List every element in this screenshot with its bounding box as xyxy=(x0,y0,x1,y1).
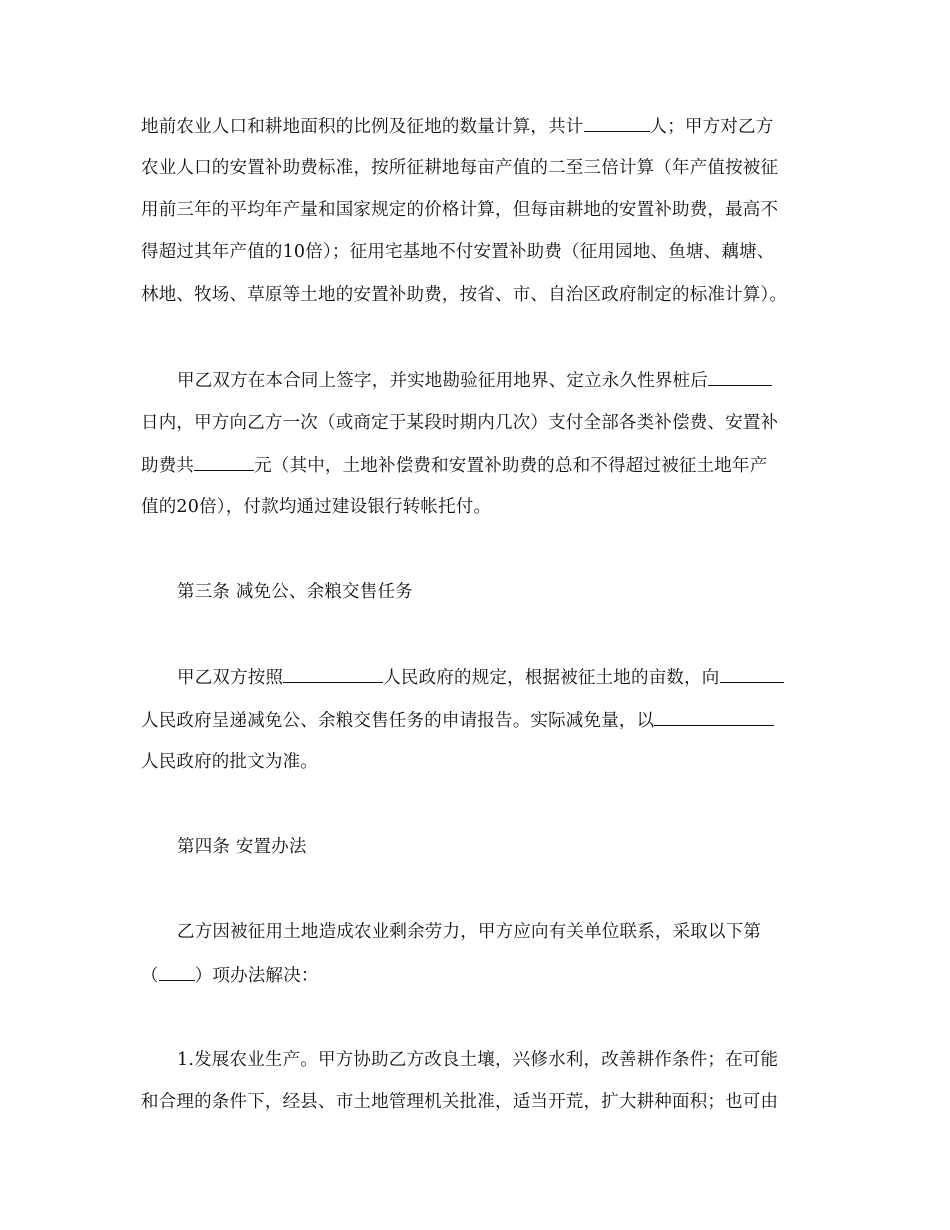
text-line: 地前农业人口和耕地面积的比例及征地的数量计算，共计 人；甲方对乙方 xyxy=(141,117,774,137)
text-line: 甲乙双方按照 人民政府的规定，根据被征土地的亩数，向 xyxy=(177,666,784,689)
text-line: 助费共 元（其中，土地补偿费和安置补助费的总和不得超过被征土地年产 xyxy=(141,456,768,476)
fill-blank[interactable] xyxy=(283,666,383,683)
text-line: 人民政府的批文为准。 xyxy=(141,752,318,772)
text-line: 得超过其年产值的10倍）；征用宅基地不付安置补助费（征用园地、鱼塘、藕塘、 xyxy=(141,242,775,262)
text-line: 乙方因被征用土地造成农业剩余劳力，甲方应向有关单位联系，采取以下第 xyxy=(177,922,762,942)
text-line: 1.发展农业生产。甲方协助乙方改良土壤，兴修水利，改善耕作条件；在可能 xyxy=(177,1050,779,1070)
text-line: 值的20倍），付款均通过建设银行转帐托付。 xyxy=(141,497,492,517)
text-line: 用前三年的平均年产量和国家规定的价格计算，但每亩耕地的安置补助费，最高不 xyxy=(141,200,779,220)
text-line: （ ）项办法解决： xyxy=(141,966,319,986)
text-line: 和合理的条件下，经县、市土地管理机关批准，适当开荒，扩大耕种面积；也可由 xyxy=(141,1092,779,1112)
fill-blank[interactable] xyxy=(159,964,195,981)
fill-blank[interactable] xyxy=(708,369,772,386)
text-line: 林地、牧场、草原等土地的安置补助费，按省、市、自治区政府制定的标准计算）。 xyxy=(141,285,788,305)
article-heading: 第四条 安置办法 xyxy=(177,837,307,857)
text-line: 农业人口的安置补助费标准，按所征耕地每亩产值的二至三倍计算（年产值按被征 xyxy=(141,158,779,178)
fill-blank[interactable] xyxy=(654,709,774,726)
fill-blank[interactable] xyxy=(194,454,254,471)
text-line: 人民政府呈递减免公、余粮交售任务的申请报告。实际减免量，以 xyxy=(141,709,774,732)
fill-blank[interactable] xyxy=(720,666,784,683)
text-line: 甲乙双方在本合同上签字，并实地勘验征用地界、定立永久性界桩后 xyxy=(177,369,772,392)
fill-blank[interactable] xyxy=(584,115,650,132)
text-line: 日内，甲方向乙方一次（或商定于某段时期内几次）支付全部各类补偿费、安置补 xyxy=(141,413,779,433)
article-heading: 第三条 减免公、余粮交售任务 xyxy=(177,582,413,602)
